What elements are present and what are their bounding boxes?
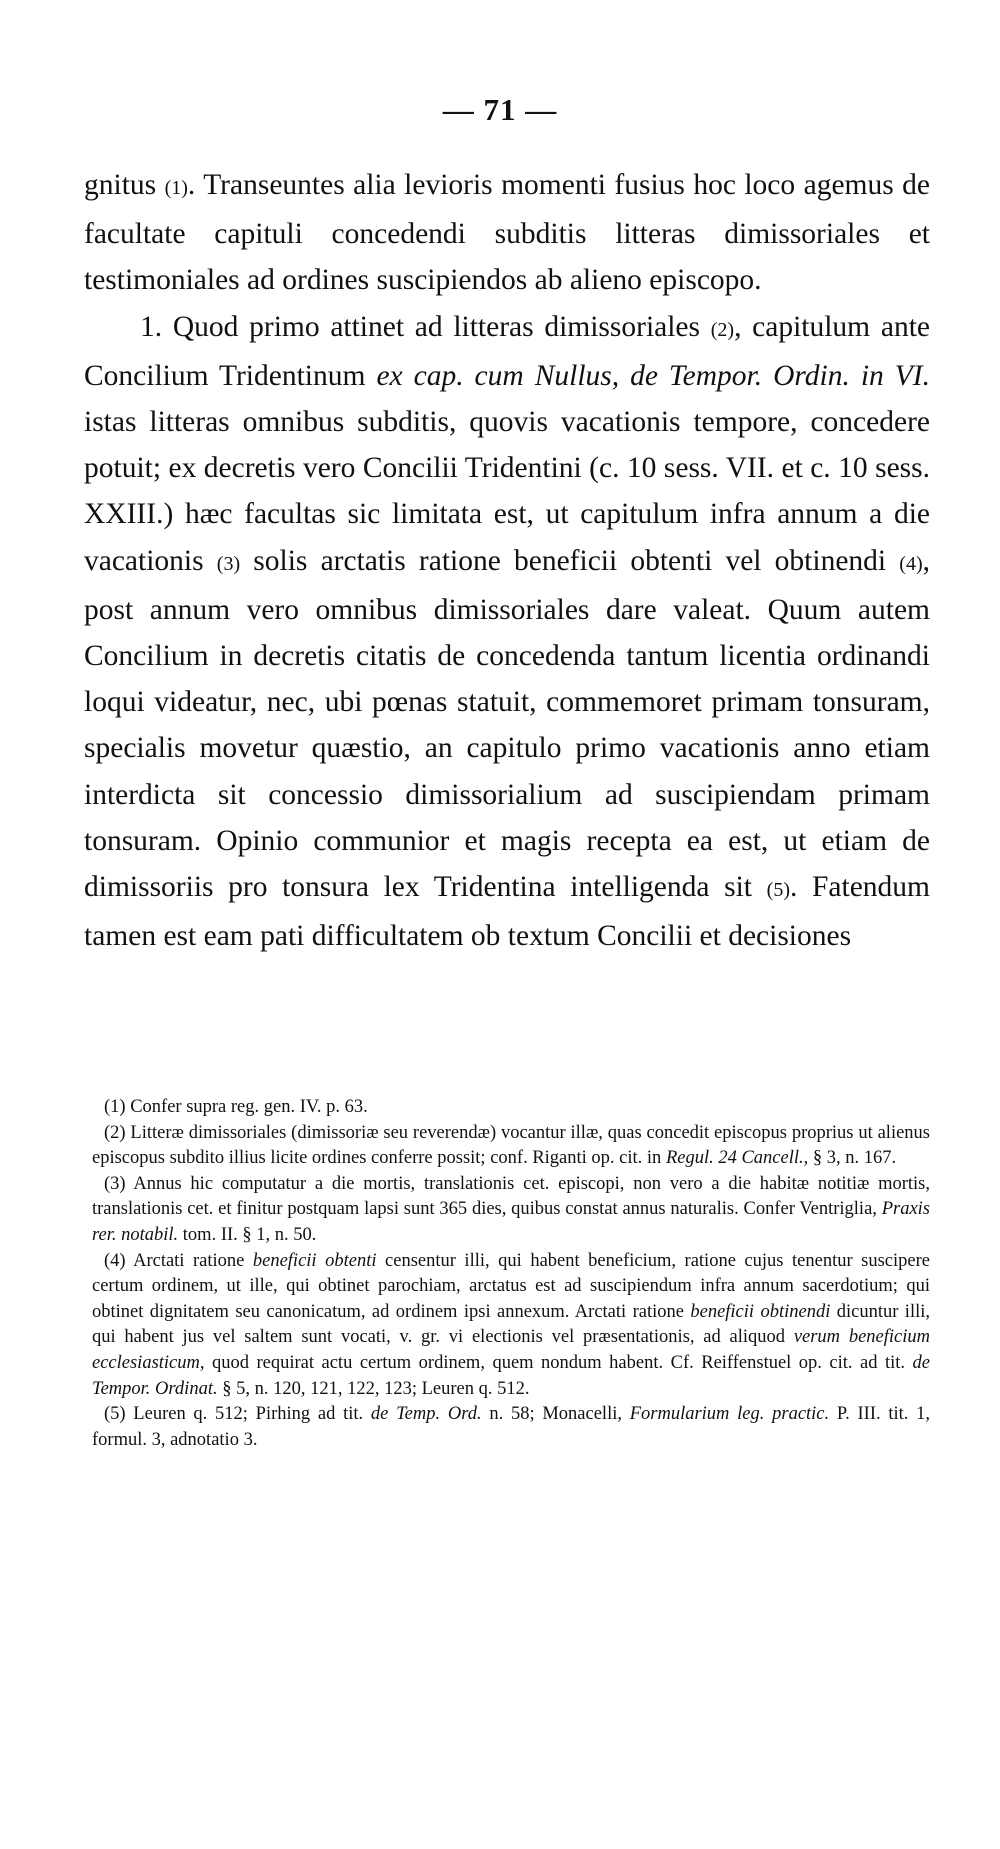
- footnote-4: [92, 1249, 930, 1403]
- text-run: , § 3, n. 167.: [803, 1148, 897, 1169]
- footnote-reference: (4): [899, 552, 923, 575]
- footnote-reference: (1): [164, 177, 188, 199]
- text-run: istas litteras omnibus subditis, quovis vacationis tempore, concedere potuit; ex decretis vero Concilii Tridentini (c. 10 sess. VII. et c. 10 sess. XXIII.) hæc facultas sic limitata est, ut capitulum infra annum a die vacationis: [84, 406, 930, 577]
- main-text: [84, 162, 930, 959]
- text-run: (2) Litteræ dimissoriales (dimissoriæ seu reverendæ) vocantur illæ, quas concedit episcopus proprius ut alienus episcopus subdito illius licite ordines conferre possit; conf. Riganti op. cit. in: [92, 1122, 930, 1169]
- text-run: (1) Confer supra reg. gen. IV. p. 63.: [104, 1097, 368, 1117]
- italic-text: beneficii obtinendi: [690, 1301, 831, 1322]
- paragraph-continuation: [84, 162, 930, 304]
- text-run: (5) Leuren q. 512; Pirhing ad tit.: [104, 1404, 371, 1425]
- italic-text: Praxis rer. notabil.: [92, 1199, 930, 1245]
- page-number: — 71 —: [442, 92, 558, 127]
- italic-text: verum beneficium ecclesiasticum,: [92, 1327, 930, 1373]
- text-run: (4) Arctati ratione: [104, 1250, 253, 1271]
- text-run: 1. Quod primo attinet ad litteras dimissoriales: [140, 310, 711, 343]
- text-run: . Fatendum tamen est eam pati difficultatem ob textum Concilii et decisiones: [84, 871, 930, 953]
- text-run: , capitulum ante Concilium Tridentinum: [84, 310, 930, 392]
- text-run: quod requirat actu certum ordinem, quem nondum habent. Cf. Reiffenstuel op. cit. ad tit.: [204, 1352, 913, 1373]
- text-run: n. 58; Monacelli,: [481, 1404, 630, 1425]
- footnotes: [92, 1095, 930, 1453]
- text-run: . Transeuntes alia levioris momenti fusius hoc loco agemus de facultate capituli concedendi subditis litteras dimissoriales et testimoniales ad ordines suscipiendos ab alieno episcopo.: [84, 169, 930, 297]
- footnote-1: [92, 1095, 930, 1121]
- text-run: § 5, n. 120, 121, 122, 123; Leuren q. 512.: [217, 1378, 530, 1399]
- text-run: solis arctatis ratione beneficii obtenti vel obtinendi: [240, 544, 900, 577]
- footnote-reference: (2): [710, 318, 735, 341]
- italic-text: ex cap. cum Nullus, de Tempor. Ordin. in VI.: [376, 359, 930, 392]
- footnote-3: [92, 1172, 930, 1249]
- italic-text: Regul. 24 Cancell.: [665, 1148, 804, 1169]
- italic-text: Formularium leg. practic.: [629, 1404, 830, 1425]
- italic-text: de Temp. Ord.: [370, 1404, 482, 1425]
- text-run: P. III. tit. 1, formul. 3, adnotatio 3.: [92, 1404, 931, 1450]
- text-run: censentur illi, qui habent beneficium, ratione cujus tenentur suscipere certum ordinem, ut ille, qui obtinet parochiam, arctatus est ad suscipiendum infra annum sacerdotium; qui obtinet dignitatem seu canonicatum, ad ordinem ipsi annexum. Arctati ratione: [92, 1250, 930, 1322]
- footnote-2: [92, 1121, 930, 1172]
- italic-text: beneficii obtenti: [252, 1250, 377, 1271]
- text-run: gnitus: [84, 169, 165, 201]
- footnote-reference: (3): [216, 552, 241, 575]
- footnote-5: [92, 1402, 930, 1453]
- footnote-reference: (5): [766, 879, 790, 902]
- italic-text: de Tempor. Ordinat.: [92, 1352, 930, 1399]
- text-run: , post annum vero omnibus dimissoriales dare valeat. Quum autem Concilium in decretis citatis de concedenda tantum licentia ordinandi loqui videatur, nec, ubi pœnas statuit, commemoret primam tonsuram, specialis movetur quæstio, an capitulo primo vacationis anno etiam interdicta sit concessio dimissorialium ad suscipiendam primam tonsuram. Opinio communior et magis recepta ea est, ut etiam de dimissoriis pro tonsura lex Tridentina intelligenda sit: [84, 544, 930, 904]
- paragraph-dimissoriales: [84, 304, 930, 960]
- text-run: dicuntur illi, qui habent jus vel saltem sunt vocati, v. gr. vi electionis vel præsentationis, ad aliquod: [92, 1301, 930, 1348]
- text-run: (3) Annus hic computatur a die mortis, translationis cet. episcopi, non vero a die habitæ notitiæ mortis, translationis cet. et finitur postquam lapsi sunt 365 dies, quibus constat annus naturalis. Confer Ventriglia,: [92, 1173, 930, 1220]
- text-run: tom. II. § 1, n. 50.: [178, 1224, 317, 1245]
